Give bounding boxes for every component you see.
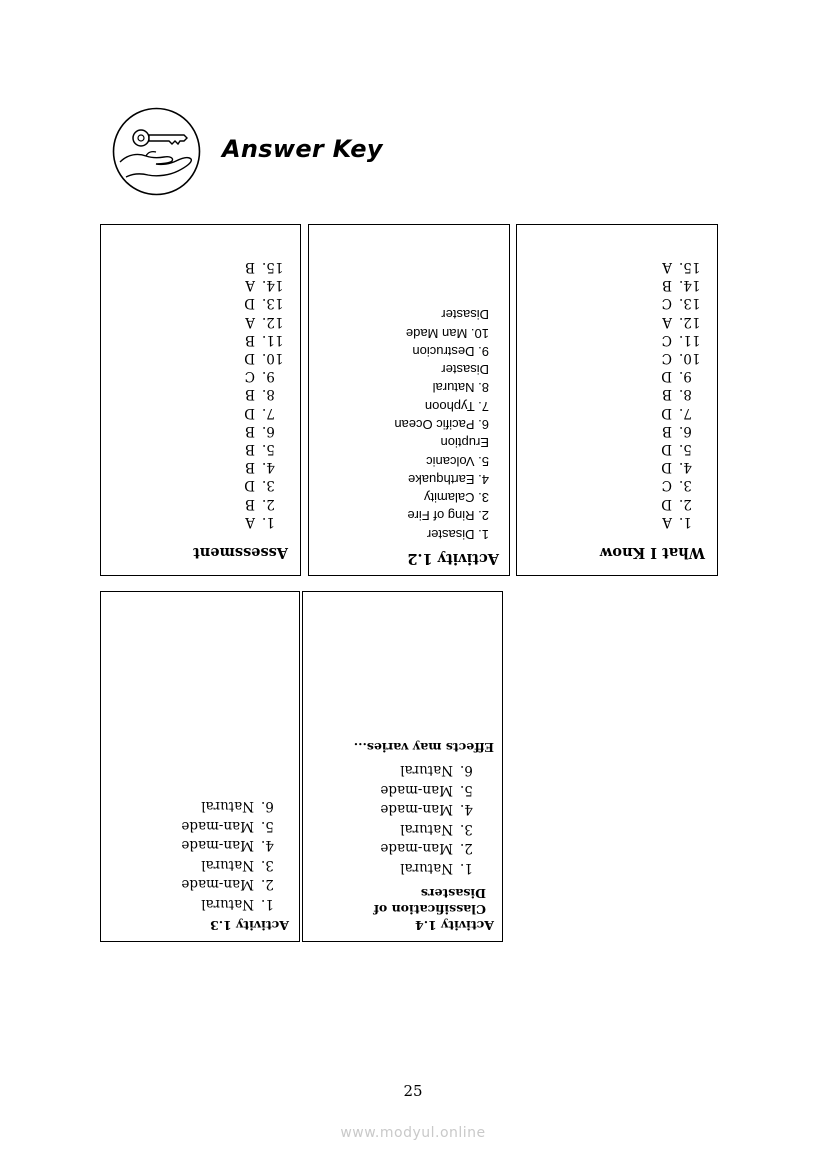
answer-list [109, 258, 288, 531]
list-item: 2. Ring of Fire [407, 508, 489, 524]
card-heading: Activity 1.2 [407, 550, 499, 567]
list-item: 13. D [244, 295, 284, 312]
list-item: 2. D [661, 495, 692, 512]
list-item: 5. Man-made [181, 818, 274, 834]
key-in-hand-icon [112, 107, 201, 196]
list-item: 3. Calamity [423, 490, 489, 506]
answer-key-logo [112, 107, 201, 196]
list-item: 12. A [245, 313, 284, 330]
card-activity-1-2 [308, 224, 510, 576]
list-item: 3. Natural [400, 821, 473, 837]
list-item: Disaster [441, 362, 489, 378]
list-item: 1. Disaster [426, 526, 489, 542]
list-item: 5. B [245, 440, 275, 457]
list-item: 15. A [662, 258, 701, 275]
list-item: 2. B [245, 495, 275, 512]
list-item: 11. B [245, 331, 284, 348]
list-item: 13. C [661, 295, 701, 312]
list-item: 12. A [662, 313, 701, 330]
list-item: 6. Pacific Ocean [394, 417, 489, 433]
effects-note: Effects may varies... [353, 740, 494, 755]
list-item: 8. B [245, 386, 275, 403]
card-heading: Activity 1.3 [210, 918, 289, 933]
list-item: 2. Man-made [380, 840, 473, 857]
list-item: 3. D [244, 477, 275, 494]
answer-list [311, 760, 494, 877]
list-item: 1. A [245, 513, 275, 530]
list-item: 9. Destrucion [412, 343, 489, 359]
list-item: Eruption [440, 435, 489, 451]
list-item: 14. B [662, 277, 701, 294]
card-activity-1-3 [100, 591, 300, 942]
list-item: 4. D [661, 459, 692, 476]
card-heading: Assessment [193, 544, 288, 561]
list-item: 9. C [244, 368, 275, 385]
list-item: 4. B [245, 459, 275, 476]
list-item: Disaster [441, 307, 489, 323]
list-item: 4. Man-made [181, 837, 274, 854]
list-item: 14. A [245, 277, 284, 294]
watermark-text: www.modyul.online [340, 1125, 486, 1141]
page-title: Answer Key [222, 135, 383, 163]
list-item: 9. D [661, 368, 692, 385]
list-item: 3. Natural [201, 857, 274, 873]
list-item: 1. A [662, 513, 692, 530]
list-item: 8. Natural [432, 380, 489, 396]
answer-list [109, 796, 289, 913]
card-what-i-know [516, 224, 718, 576]
list-item: 1. Natural [400, 860, 473, 876]
list-item: 1. Natural [201, 896, 274, 912]
list-item: 4. Man-made [380, 801, 473, 818]
list-item: 5. Man-made [380, 782, 473, 798]
answer-list [525, 258, 705, 531]
card-heading: What I Know [599, 544, 705, 561]
card-activity-1-4 [302, 591, 503, 942]
list-item: 6. B [662, 422, 692, 439]
answer-list [317, 305, 499, 543]
list-item: 7. Typhoon [424, 398, 489, 414]
list-item: 2. Man-made [181, 876, 274, 893]
page-number: 25 [403, 1082, 423, 1100]
list-item: 3. C [661, 477, 692, 494]
list-item: 8. B [662, 386, 692, 403]
list-item: 10. D [244, 349, 284, 366]
list-item: 6. Natural [201, 798, 274, 815]
card-assessment [100, 224, 301, 576]
list-item: 6. Natural [400, 762, 473, 779]
list-item: 4. Earthquake [408, 471, 489, 487]
list-item: 6. B [245, 422, 275, 439]
card-heading: Activity 1.4 Classification of Disasters [373, 886, 494, 933]
list-item: 10. C [661, 349, 701, 366]
list-item: 11. C [661, 331, 701, 348]
list-item: 7. D [244, 404, 275, 421]
list-item: 5. D [661, 440, 692, 457]
list-item: 15. B [245, 258, 284, 275]
list-item: 7. D [661, 404, 692, 421]
list-item: 5. Volcanic [426, 453, 489, 469]
list-item: 10. Man Made [405, 325, 489, 341]
